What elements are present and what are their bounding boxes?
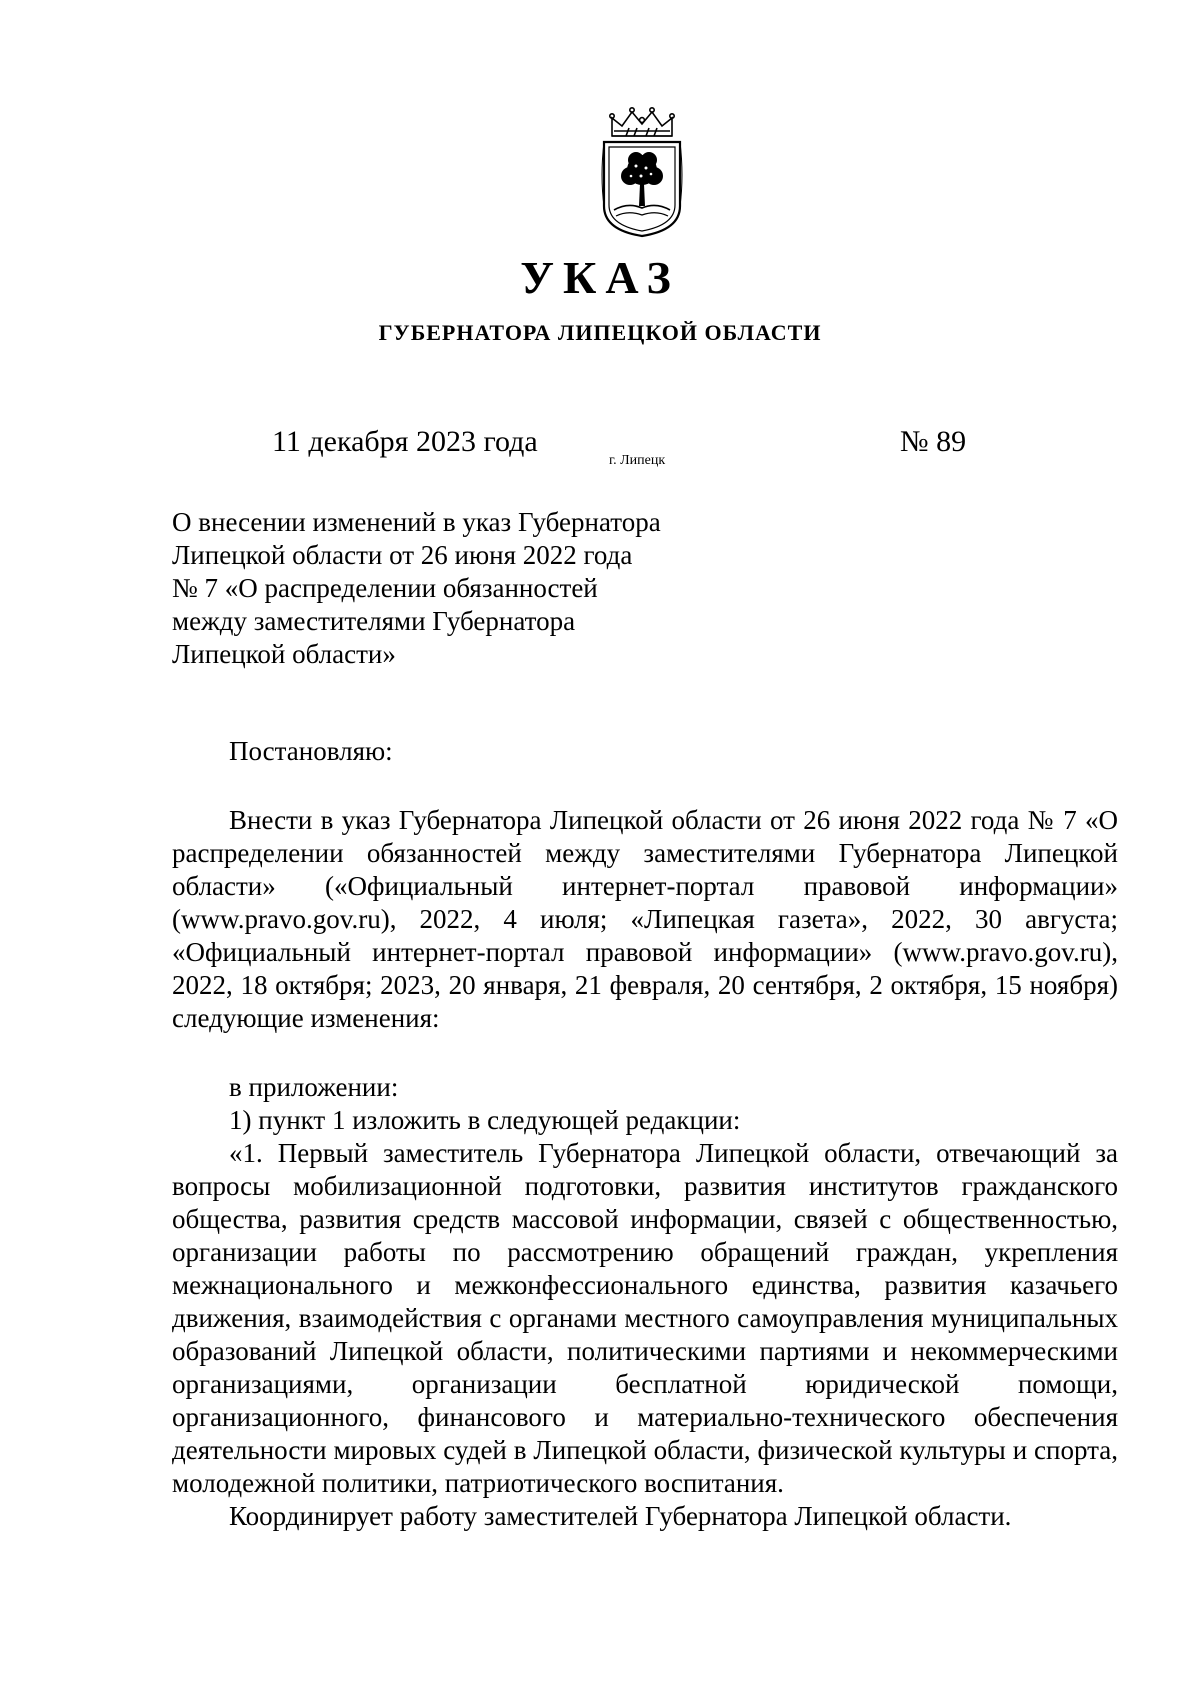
coordinates-paragraph: Координирует работу заместителей Губернатора Липецкой области. xyxy=(229,1501,1012,1531)
quote-paragraph: «1. Первый заместитель Губернатора Липецкой области, отвечающий за вопросы мобилизационной подготовки, развития институтов гражданского общества, развития средств массовой информации, связей с общественностью, организации работы по рассмотрению обращений граждан, укрепления межнационального и межконфессионального единства, развития казачьего движения, взаимодействия с органами местного самоуправления муниципальных образований Липецкой области, политическими партиями и некоммерческими организациями, организации бесплатной юридической помощи, организационного, финансового и материально-технического обеспечения деятельности мировых судей в Липецкой области, физической культуры и спорта, молодежной политики, патриотического воспитания. xyxy=(172,1138,1118,1498)
decree-body xyxy=(172,735,1118,1533)
decree-subject xyxy=(172,506,732,671)
item-paragraph: 1) пункт 1 изложить в следующей редакции: xyxy=(229,1105,741,1135)
subject-line: О внесении изменений в указ Губернатора xyxy=(172,507,661,537)
subject-line: Липецкой области» xyxy=(172,639,396,669)
decree-number: № 89 xyxy=(900,425,967,458)
document-title: УКАЗ xyxy=(520,252,680,303)
subject-line: Липецкой области от 26 июня 2022 года xyxy=(172,540,633,570)
subject-line: № 7 «О распределении обязанностей xyxy=(172,573,598,603)
decree-city: г. Липецк xyxy=(609,453,666,468)
appendix-paragraph: в приложении: xyxy=(229,1072,399,1102)
decree-date: 11 декабря 2023 года xyxy=(272,425,538,458)
document-subtitle: ГУБЕРНАТОРА ЛИПЕЦКОЙ ОБЛАСТИ xyxy=(378,320,822,345)
coat-of-arms-icon xyxy=(598,106,686,238)
resolve-paragraph: Постановляю: xyxy=(229,736,393,766)
subject-line: между заместителями Губернатора xyxy=(172,606,576,636)
intro-paragraph: Внести в указ Губернатора Липецкой области от 26 июня 2022 года № 7 «О распределении обязанностей между заместителями Губернатора Липецкой области» («Официальный интернет-портал правовой информации» (www.pravo.gov.ru), 2022, 4 июля; «Липецкая газета», 2022, 30 августа; «Официальный интернет-портал правовой информации» (www.pravo.gov.ru), 2022, 18 октября; 2023, 20 января, 21 февраля, 20 сентября, 2 октября, 15 ноября) следующие изменения: xyxy=(172,805,1118,1033)
